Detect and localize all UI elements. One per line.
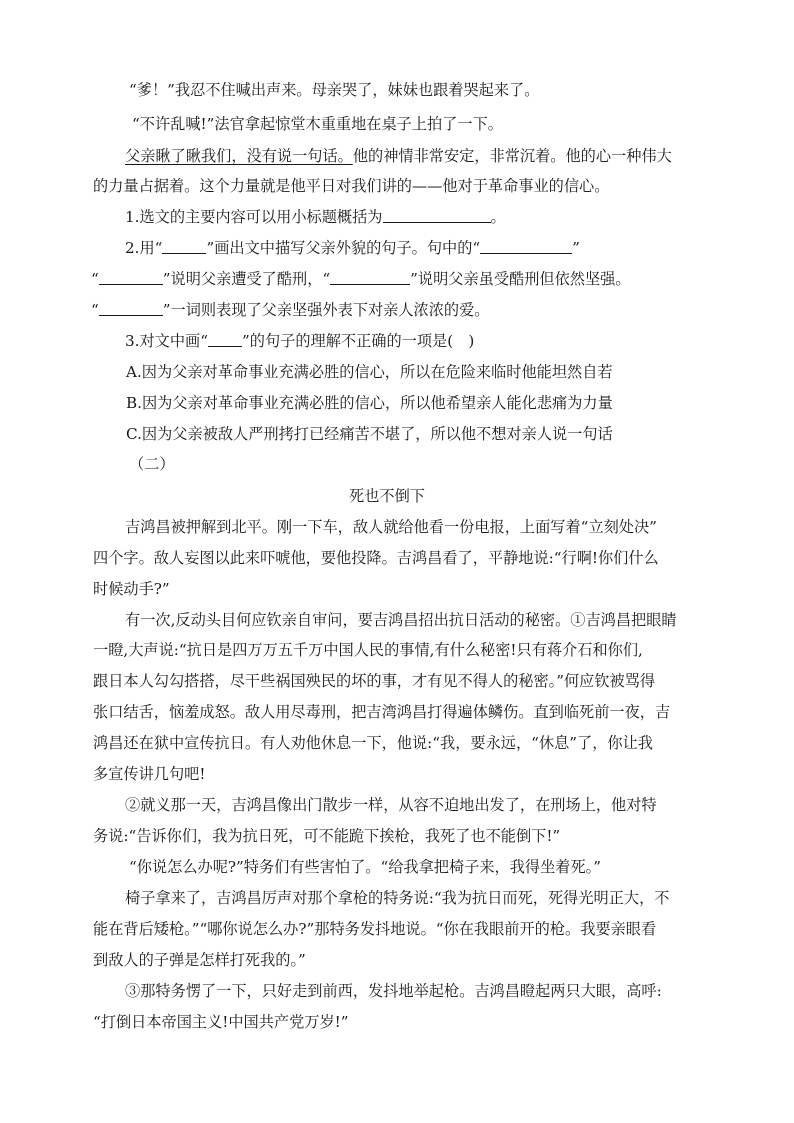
- passage1-paragraph-2: “不许乱喊!”法官拿起惊堂木重重地在桌子上拍了一下。: [132, 115, 503, 133]
- passage2-a-line-1: 吉鸿昌被押解到北平。刚一下车，敌人就给他看一份电报，上面写着“立刻处决”: [125, 518, 657, 536]
- passage2-b-line-4: 张口结舌，恼羞成怒。敌人用尽毒刑，把吉湾鸿昌打得遍体鳞伤。直到临死前一夜，吉: [93, 703, 671, 721]
- option-c[interactable]: C.因为父亲被敌人严刑拷打已经痛苦不堪了，所以他不想对亲人说一句话: [126, 425, 613, 443]
- passage2-b-line-2: 一瞪,大声说:“抗日是四万万五千万中国人民的事情,有什么秘密!只有蒋介石和你们,: [93, 641, 643, 659]
- passage2-a-line-2: 四个字。敌人妄图以此来吓唬他，要他投降。吉鸿昌看了，平静地说:“行啊!你们什么: [93, 549, 659, 567]
- question-3-text-a: 3.对文中画“: [125, 332, 209, 350]
- question-3: [125, 331, 474, 351]
- passage2-c-line-1: ②就义那一天，吉鸿昌像出门散步一样，从容不迫地出发了，在刑场上，他对特: [125, 796, 657, 814]
- question-2-blank-1[interactable]: [480, 239, 572, 254]
- question-3-text-b: ”的句子的理解不正确的一项是( ): [242, 332, 475, 350]
- passage2-d-line-1: “你说怎么办呢?”特务们有些害怕了。“给我拿把椅子来，我得坐着死。”: [129, 858, 602, 876]
- question-1-blank[interactable]: [383, 208, 491, 223]
- question-2-line-1: [125, 238, 580, 258]
- passage2-b-line-3: 跟日本人勾勾搭搭，尽干些祸国殃民的坏的事，才有见不得人的秘密。”何应钦被骂得: [93, 672, 656, 690]
- question-2-blank-4[interactable]: [99, 301, 163, 316]
- option-b[interactable]: B.因为父亲对革命事业充满必胜的信心，所以他希望亲人能化悲痛为力量: [126, 394, 613, 412]
- question-1-text: 1.选文的主要内容可以用小标题概括为: [125, 208, 383, 226]
- question-2-line-3: [91, 300, 489, 320]
- question-2-text-b: ”画出文中描写父亲外貌的句子。句中的“: [206, 239, 481, 257]
- question-2-line-2-b: ”说明父亲遭受了酷刑，“: [162, 270, 331, 288]
- passage2-e-line-1: 椅子拿来了，吉鸿昌厉声对那个拿枪的特务说:“我为抗日而死，死得光明正大，不: [125, 889, 670, 907]
- passage1-paragraph-3: [125, 146, 672, 166]
- question-1: [125, 207, 506, 227]
- passage2-f-line-1: ③那特务愣了一下，只好走到前西，发抖地举起枪。吉鸿昌瞪起两只大眼，高呼:: [125, 982, 662, 1000]
- question-2-blank-mark[interactable]: [162, 239, 206, 254]
- question-2-line-2-c: ”说明父亲虽受酷刑但依然坚强。: [410, 270, 631, 288]
- passage2-f-line-2: “打倒日本帝国主义!中国共产党万岁!”: [93, 1013, 349, 1031]
- passage1-paragraph-1: “爹！”我忍不住喊出声来。母亲哭了，妹妹也跟着哭起来了。: [129, 81, 540, 99]
- question-2-blank-3[interactable]: [330, 270, 410, 285]
- question-2-line-3-a: “: [91, 301, 99, 319]
- passage2-c-line-2: 务说:“告诉你们，我为抗日死，可不能跪下挨枪，我死了也不能倒下!”: [93, 827, 561, 845]
- question-2-text-c: ”: [572, 239, 580, 257]
- question-2-line-3-b: ”一词则表现了父亲坚强外表下对亲人浓浓的爱。: [162, 301, 490, 319]
- passage2-b-line-1: 有一次,反动头目何应钦亲自审问，要吉鸿昌招出抗日活动的秘密。①吉鸿昌把眼睛: [125, 611, 677, 629]
- passage2-e-line-2: 能在背后矮枪。”“哪你说怎么办?”那特务发抖地说。“你在我眼前开的枪。我要亲眼看: [93, 920, 657, 938]
- question-1-end: 。: [490, 208, 506, 226]
- passage1-paragraph-3-rest: 他的神情非常安定，非常沉着。他的心一种伟大: [352, 147, 672, 165]
- question-2-line-2: [91, 269, 631, 289]
- passage-2-title: 死也不倒下: [349, 487, 425, 505]
- section-2-label: （二）: [129, 455, 175, 473]
- underlined-sentence: 父亲瞅了瞅我们，没有说一句话。: [125, 147, 353, 165]
- passage1-paragraph-3-line-2: 的力量占据着。这个力量就是他平日对我们讲的——他对于革命事业的信心。: [93, 177, 610, 195]
- option-a[interactable]: A.因为父亲对革命事业充满必胜的信心，所以在危险来临时他能坦然自若: [126, 363, 613, 381]
- passage2-e-line-3: 到敌人的子弹是怎样打死我的。”: [93, 951, 306, 969]
- passage2-b-line-6: 多宣传讲几句吧!: [93, 765, 206, 783]
- question-2-line-2-a: “: [91, 270, 99, 288]
- question-2-text-a: 2.用“: [125, 239, 163, 257]
- question-3-blank-mark: [208, 332, 242, 347]
- passage2-b-line-5: 鸿昌还在狱中宣传抗日。有人劝他休息一下，他说:“我，要永远，“休息”了，你让我: [93, 734, 653, 752]
- passage2-a-line-3: 时候动手?”: [93, 580, 170, 598]
- question-2-blank-2[interactable]: [99, 270, 163, 285]
